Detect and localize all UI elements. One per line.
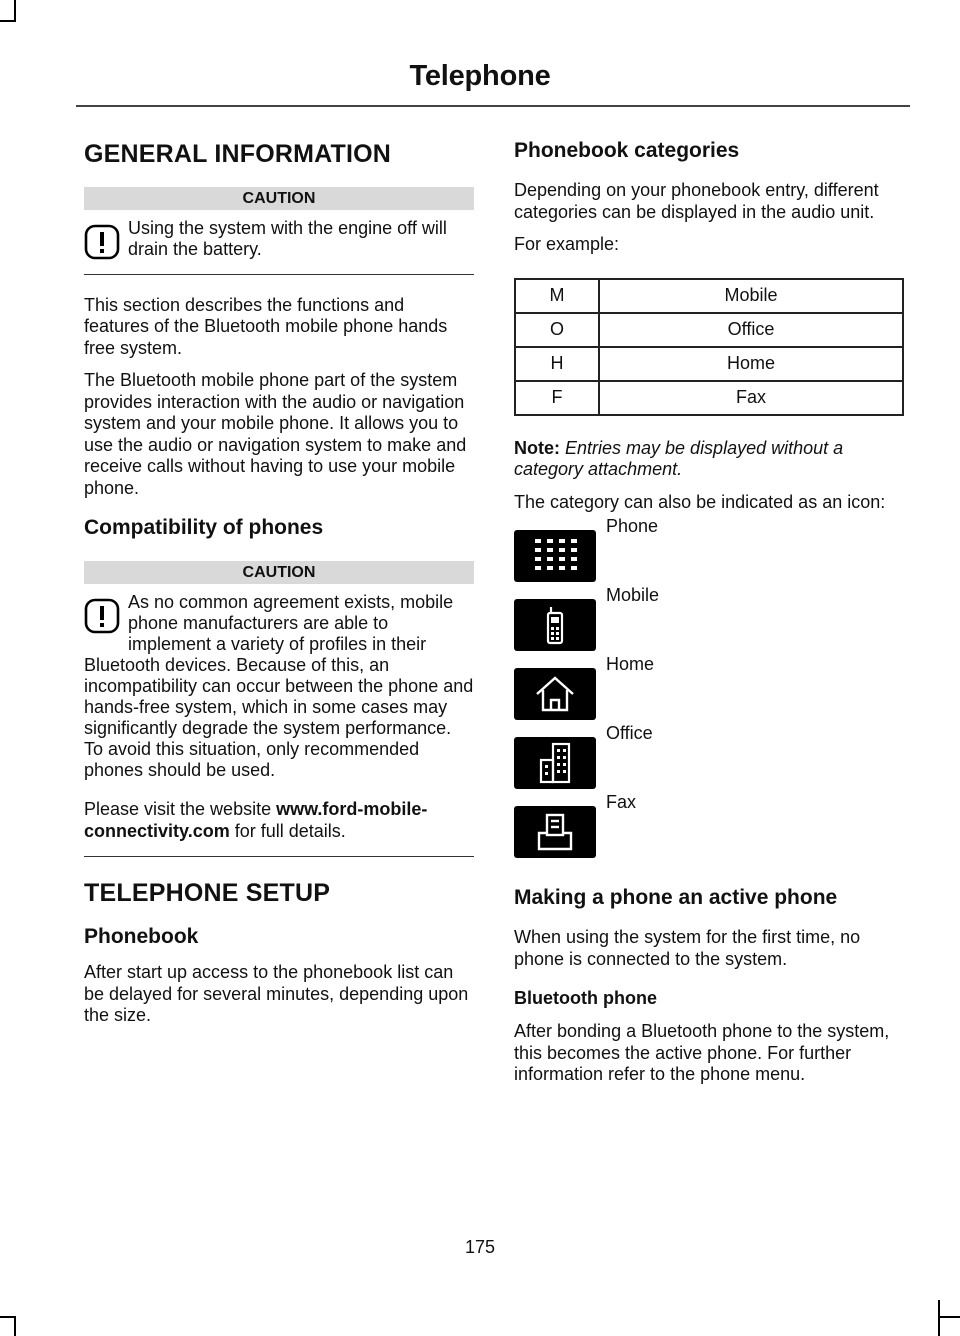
caution-text: Using the system with the engine off will drain the battery. <box>128 217 447 259</box>
caution-label: CAUTION <box>84 187 474 210</box>
mobile-phone-icon <box>514 599 596 651</box>
crop-mark-top-left-h <box>0 20 16 22</box>
phonebook-paragraph: After start up access to the phonebook list can be delayed for several minutes, depending upon the size. <box>84 962 469 1026</box>
caution-divider <box>84 274 474 275</box>
icon-intro-paragraph: The category can also be indicated as an icon: <box>514 491 886 512</box>
intro-paragraph: This section describes the functions and features of the Bluetooth mobile phone hands free system. <box>84 294 448 358</box>
category-table <box>514 278 904 416</box>
icon-label: Fax <box>606 792 637 813</box>
note-paragraph <box>514 438 904 481</box>
phonebook-heading: Phonebook <box>84 925 199 949</box>
bluetooth-phone-paragraph: After bonding a Bluetooth phone to the system, this becomes the active phone. For further information refer to the phone menu. <box>514 1021 890 1085</box>
category-value: Mobile <box>599 279 903 313</box>
compatibility-heading: Compatibility of phones <box>84 516 324 540</box>
caution-label: CAUTION <box>84 561 474 584</box>
icon-label: Mobile <box>606 585 660 606</box>
table-row <box>515 381 903 415</box>
list-item <box>514 585 904 654</box>
crop-mark-bottom-left <box>14 1316 16 1336</box>
website-paragraph <box>84 799 474 842</box>
list-item <box>514 723 904 792</box>
category-key: H <box>515 347 599 381</box>
crop-mark-top-left <box>14 0 16 22</box>
keypad-icon <box>514 530 596 582</box>
website-link[interactable]: www.ford-mobile-connectivity.com <box>84 799 428 841</box>
list-item <box>514 516 904 585</box>
warning-icon <box>84 224 120 260</box>
active-phone-heading: Making a phone an active phone <box>514 886 838 910</box>
icon-list <box>514 516 904 861</box>
table-row <box>515 313 903 347</box>
icon-label: Phone <box>606 516 659 537</box>
crop-mark-bottom-right-h <box>940 1316 960 1318</box>
right-column <box>514 140 904 1097</box>
list-item <box>514 654 904 723</box>
page-title: Telephone <box>409 60 551 92</box>
bluetooth-paragraph: The Bluetooth mobile phone part of the system provides interaction with the audio or navigation system and your mobile phone. It allows you to use the audio or navigation system to make and receive calls without having to use your mobile phone. <box>84 370 467 498</box>
icon-label: Home <box>606 654 655 675</box>
general-information-heading: GENERAL INFORMATION <box>84 140 392 168</box>
page-number: 175 <box>464 1237 496 1257</box>
telephone-setup-heading: TELEPHONE SETUP <box>84 879 331 908</box>
category-value: Office <box>599 313 903 347</box>
bluetooth-phone-heading: Bluetooth phone <box>514 988 657 1009</box>
category-value: Home <box>599 347 903 381</box>
category-value: Fax <box>599 381 903 415</box>
website-text-after: for full details. <box>229 820 346 841</box>
caution-divider <box>84 856 474 857</box>
house-icon <box>514 668 596 720</box>
website-text-before: Please visit the website <box>84 799 277 820</box>
categories-paragraph: Depending on your phonebook entry, different categories can be displayed in the audio unit. <box>514 180 879 222</box>
icon-label: Office <box>606 723 653 744</box>
note-text: Entries may be displayed without a category attachment. <box>514 437 844 480</box>
active-phone-paragraph: When using the system for the first time, no phone is connected to the system. <box>514 927 861 969</box>
fax-icon <box>514 806 596 858</box>
crop-mark-bottom-left-h <box>0 1316 16 1318</box>
caution-box <box>84 218 474 262</box>
table-row <box>515 279 903 313</box>
phonebook-categories-heading: Phonebook categories <box>514 139 740 162</box>
category-key: F <box>515 381 599 415</box>
crop-mark-bottom-right <box>938 1300 940 1336</box>
note-label: Note: <box>514 437 560 458</box>
header-divider <box>76 105 910 107</box>
category-key: O <box>515 313 599 347</box>
example-paragraph: For example: <box>514 234 620 255</box>
left-column <box>84 140 474 1038</box>
caution-text: As no common agreement exists, mobile phone manufacturers are able to implement a variety of profiles in their Bluetooth devices. Because of this, an incompatibility can occur between the phone and hands-free system, which in some cases may significantly degrade the system performance. To avoid this situation, only recommended phones should be used. <box>84 592 474 781</box>
warning-icon <box>84 598 120 634</box>
office-building-icon <box>514 737 596 789</box>
list-item <box>514 792 904 861</box>
caution-box <box>84 592 474 781</box>
table-row <box>515 347 903 381</box>
category-key: M <box>515 279 599 313</box>
